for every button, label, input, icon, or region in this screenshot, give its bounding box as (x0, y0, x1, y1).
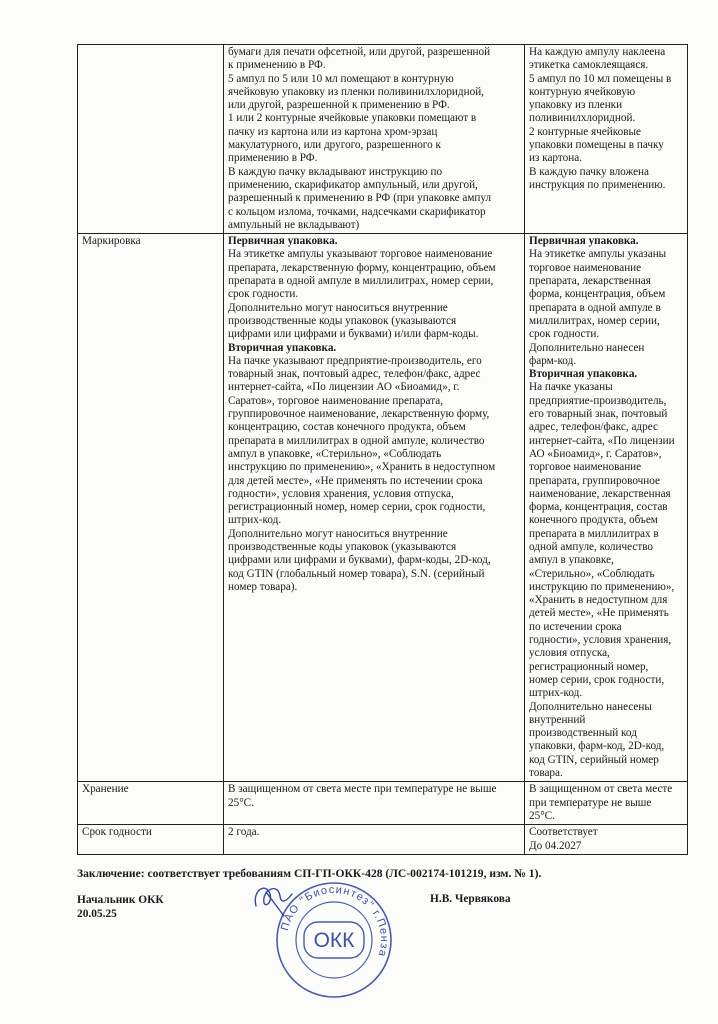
text-line: внутренний (529, 713, 586, 726)
table-row-shelf-life (78, 825, 688, 855)
text-line: инструкцию по применению», (529, 580, 675, 593)
text-line: препарата в одной ампуле в (529, 301, 661, 314)
text-line: макулатурного, или другого, разрешенного к (228, 139, 441, 152)
text-line: срок годности. (529, 328, 600, 341)
signatory-title: Начальник ОКК (77, 894, 164, 906)
cell-requirements (224, 45, 525, 234)
text-line: препарата в миллилитрах в одной ампуле, количество (228, 434, 485, 447)
text-line: Саратов», торговое наименование препарата, (228, 394, 443, 407)
text-line: по истечении срока (529, 620, 622, 633)
text-line: форма, концентрация, состав (529, 501, 668, 514)
text-line: его товарный знак, почтовый (529, 408, 668, 421)
text-line: В каждую пачку вложена (529, 165, 649, 178)
text-line: производственные коды упаковок (указываются (228, 540, 457, 553)
text-line: Соответствует (529, 826, 598, 839)
text-line: из картона. (529, 152, 582, 165)
text-line: торговое наименование (529, 261, 642, 274)
text-line: разрешенный к применению в РФ (при упаковке ампул (228, 192, 492, 205)
text-line: Дополнительно могут наноситься внутренние (228, 301, 448, 314)
text-line: В защищенном от света месте при температуре не выше (228, 783, 497, 796)
section-heading: Вторичная упаковка. (228, 341, 337, 354)
text-line: интернет-сайта, «По лицензии АО «Биоамид», г. (228, 381, 460, 394)
signatory-name: Н.В. Червякова (430, 893, 511, 905)
text-line: упаковки, фарм-код, 2D-код, (529, 740, 665, 753)
text-line: штрих-код. (228, 514, 282, 527)
text-line: товара. (529, 767, 563, 780)
text-line: препарата в одной ампуле в миллилитрах, номер серии, (228, 275, 494, 288)
text-line: регистрационный номер, номер серии, срок годности, (228, 501, 486, 514)
cell-actual (525, 45, 688, 234)
text-line: упаковку из пленки (529, 99, 623, 112)
stamp-center-text: ОКК (313, 929, 355, 952)
specification-table (77, 44, 688, 855)
text-line: цифрами или цифрами и буквами), фарм-коды, 2D-код, (228, 554, 491, 567)
text-line: «Хранить в недоступном для (529, 594, 668, 607)
text-line: На пачке указаны (529, 381, 613, 394)
text-line: Дополнительно нанесен (529, 341, 645, 354)
text-line: Дополнительно нанесены (529, 700, 652, 713)
cell-actual (525, 234, 688, 782)
text-line: штрих-код. (529, 687, 583, 700)
text-line: На этикетке ампулы указывают торговое наименование (228, 248, 493, 261)
conclusion-text: Заключение: соответствует требованиям СП-ГП-ОКК-428 (ЛС-002174-101219, изм. № 1). (77, 867, 542, 880)
text-line: детей месте», «Не применять (529, 607, 669, 620)
cell-label (78, 45, 224, 234)
text-line: поливинилхлоридной. (529, 112, 636, 125)
cell-requirements (224, 782, 525, 825)
text-line: На пачке указывают предприятие-производитель, его (228, 354, 482, 367)
text-line: бумаги для печати офсетной, или другой, разрешенной (228, 46, 491, 58)
text-line: одной ампуле, количество (529, 540, 654, 553)
text-line: препарата, группировочное (529, 474, 660, 487)
text-line: миллилитрах, номер серии, (529, 314, 660, 327)
cell-label: Маркировка (78, 234, 224, 782)
text-line: этикетка самоклеящаяся. (529, 59, 649, 72)
table-row-storage (78, 782, 688, 825)
text-line: «Стерильно», «Соблюдать (529, 567, 655, 580)
text-line: торговое наименование (529, 461, 642, 474)
text-line: предприятие-производитель, (529, 394, 667, 407)
text-line: АО «Биоамид», г. Саратов», (529, 447, 662, 460)
text-line: с кольцом излома, точками, надсечками скарификатор (228, 205, 486, 218)
text-line: инструкция по применению. (529, 178, 666, 191)
text-line: ампул в упаковке, «Стерильно», «Соблюдать (228, 447, 442, 460)
text-line: номер серии, срок годности, (529, 673, 665, 686)
text-line: для детей месте», «Не применять по истечении срока (228, 474, 483, 487)
text-line: На этикетке ампулы указаны (529, 248, 667, 261)
text-line: годности», условия хранения, условия отпуска, (228, 487, 454, 500)
text-line: или другой, разрешенной к применению в РФ. (228, 99, 450, 112)
text-line: препарата, лекарственную форму, концентрацию, объем (228, 261, 496, 274)
text-line: срок годности. (228, 288, 299, 301)
text-line: ампульный не вкладывают) (228, 218, 360, 231)
text-line: годности», условия хранения, (529, 634, 672, 647)
text-line: 25°C. (228, 796, 254, 809)
cell-requirements (224, 234, 525, 782)
text-line: интернет-сайта, «По лицензии (529, 434, 675, 447)
text-line: регистрационный номер, (529, 660, 649, 673)
text-line: препарата в миллилитрах в (529, 527, 659, 540)
cell-actual (525, 782, 688, 825)
text-line: Дополнительно могут наноситься внутренние (228, 527, 448, 540)
table-row-marking (78, 234, 688, 782)
text-line: наименование, лекарственная (529, 487, 671, 500)
signature-date: 20.05.25 (77, 908, 117, 920)
text-line: концентрацию, состав конечного продукта, объем (228, 421, 466, 434)
section-heading: Первичная упаковка. (529, 235, 639, 248)
text-line: упаковки помещены в пачку (529, 139, 664, 152)
text-line: На каждую ампулу наклеена (529, 46, 666, 58)
text-line: пачку из картона или из картона хром-эрзац (228, 125, 438, 138)
text-line: 1 или 2 контурные ячейковые упаковки помещают в (228, 112, 477, 125)
cell-label: Срок годности (78, 825, 224, 855)
text-line: товарный знак, почтовый адрес, телефон/факс, адрес (228, 368, 481, 381)
text-line: 5 ампул по 10 мл помещены в (529, 72, 672, 85)
text-line: 5 ампул по 5 или 10 мл помещают в контурную (228, 72, 454, 85)
text-line: к применению в РФ. (228, 59, 326, 72)
text-line: контурную ячейковую (529, 85, 636, 98)
text-line: применению, скарификатор ампульный, или другой, (228, 178, 478, 191)
table-row-packaging (78, 45, 688, 234)
text-line: конечного продукта, объем (529, 514, 658, 527)
stamp-outer-text: ПАО "Биосинтез" г.Пенза (278, 883, 391, 959)
text-line: код GTIN (глобальный номер товара), S.N. (серийный (228, 567, 485, 580)
text-line: инструкцию по применению», «Хранить в недоступном (228, 461, 496, 474)
cell-label: Хранение (78, 782, 224, 825)
okk-stamp (274, 880, 394, 1000)
text-line: цифрами или цифрами и буквами) и/или фарм-коды. (228, 328, 479, 341)
section-heading: Первичная упаковка. (228, 235, 338, 248)
text-line: номер товара). (228, 580, 298, 593)
text-line: В защищенном от света месте (529, 783, 673, 796)
text-line: адрес, телефон/факс, адрес (529, 421, 658, 434)
signatory-block (77, 893, 164, 921)
cell-actual (525, 825, 688, 855)
text-line: ампул в упаковке, (529, 554, 614, 567)
section-heading: Вторичная упаковка. (529, 368, 638, 381)
text-line: условия отпуска, (529, 647, 610, 660)
text-line: применению в РФ. (228, 152, 318, 165)
text-line: ячейковую упаковку из пленки поливинилхлоридной, (228, 85, 484, 98)
text-line: В каждую пачку вкладывают инструкцию по (228, 165, 443, 178)
text-line: при температуре не выше (529, 796, 652, 809)
cell-requirements: 2 года. (224, 825, 525, 855)
text-line: 2 контурные ячейковые (529, 125, 641, 138)
text-line: производственные коды упаковок (указываются (228, 314, 457, 327)
text-line: препарата, лекарственная (529, 275, 651, 288)
text-line: фарм-код. (529, 354, 577, 367)
text-line: производственный код (529, 727, 637, 740)
text-line: форма, концентрация, объем (529, 288, 666, 301)
text-line: 25°C. (529, 809, 555, 822)
text-line: группировочное наименование, лекарственную форму, (228, 408, 490, 421)
text-line: До 04.2027 (529, 839, 582, 852)
text-line: код GTIN, серийный номер (529, 753, 659, 766)
